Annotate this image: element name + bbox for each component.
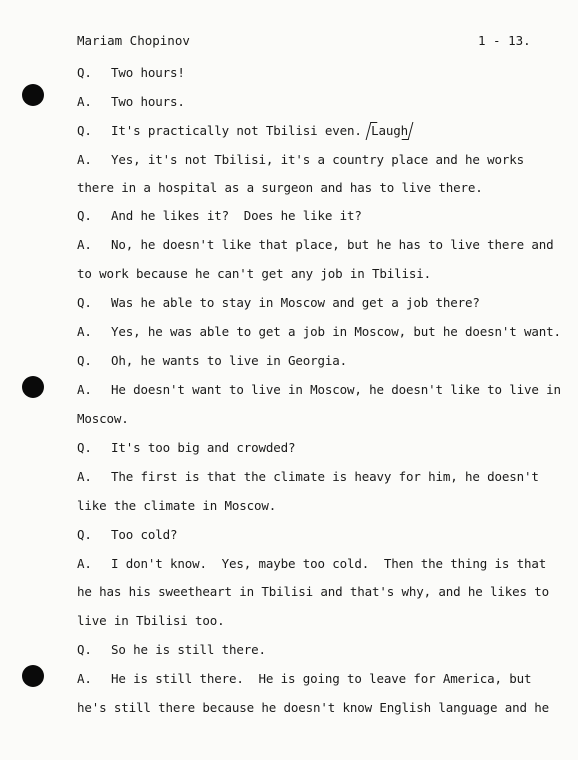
line-text: he has his sweetheart in Tbilisi and that's why, and he likes to <box>77 584 550 599</box>
punch-hole <box>22 665 44 687</box>
transcript-line <box>77 613 225 628</box>
line-text: Was he able to stay in Moscow and get a job there? <box>111 295 480 310</box>
line-text: Two hours. <box>111 94 185 109</box>
line-text: there in a hospital as a surgeon and has to live there. <box>77 180 483 195</box>
transcript-line <box>77 671 531 686</box>
line-text: Moscow. <box>77 411 129 426</box>
line-text: Yes, it's not Tbilisi, it's a country place and he works <box>111 152 525 167</box>
line-text: So he is still there. <box>111 642 266 657</box>
line-text: like the climate in Moscow. <box>77 498 277 513</box>
speaker-label: A. <box>77 469 92 484</box>
transcript-line <box>77 382 561 397</box>
line-text: Oh, he wants to live in Georgia. <box>111 353 348 368</box>
speaker-label: Q. <box>77 123 92 138</box>
punch-hole <box>22 376 44 398</box>
transcript-line <box>77 123 410 138</box>
transcript-line <box>77 440 295 455</box>
transcript-line <box>77 556 546 571</box>
interviewee-name: Mariam Chopinov <box>77 33 190 48</box>
line-text: live in Tbilisi too. <box>77 613 225 628</box>
line-text: Yes, he was able to get a job in Moscow, but he doesn't want. <box>111 324 561 339</box>
speaker-label: A. <box>77 152 92 167</box>
transcript-line <box>77 65 185 80</box>
speaker-label: A. <box>77 94 92 109</box>
line-text: And he likes it? Does he like it? <box>111 208 362 223</box>
speaker-label: A. <box>77 237 92 252</box>
punch-hole <box>22 84 44 106</box>
speaker-label: A. <box>77 324 92 339</box>
speaker-label: Q. <box>77 208 92 223</box>
line-text: I don't know. Yes, maybe too cold. Then the thing is that <box>111 556 547 571</box>
line-text: Too cold? <box>111 527 178 542</box>
line-text: No, he doesn't like that place, but he has to live there and <box>111 237 554 252</box>
speaker-label: Q. <box>77 642 92 657</box>
speaker-label: A. <box>77 671 92 686</box>
transcript-line <box>77 527 177 542</box>
line-text: he's still there because he doesn't know English language and he <box>77 700 550 715</box>
line-text: He is still there. He is going to leave for America, but <box>111 671 532 686</box>
line-text: to work because he can't get any job in Tbilisi. <box>77 266 432 281</box>
speaker-label: Q. <box>77 440 92 455</box>
transcript-line <box>77 237 554 252</box>
transcript-line <box>77 180 483 195</box>
page-number: 1 - 13. <box>478 33 531 48</box>
line-text: It's practically not Tbilisi even. <box>111 123 362 138</box>
transcript-line <box>77 498 276 513</box>
speaker-label: Q. <box>77 353 92 368</box>
speaker-label: Q. <box>77 65 92 80</box>
line-text: The first is that the climate is heavy for him, he doesn't <box>111 469 539 484</box>
transcript-line <box>77 353 347 368</box>
transcript-line <box>77 295 480 310</box>
line-text: Two hours! <box>111 65 185 80</box>
transcript-line <box>77 700 549 715</box>
transcript-line <box>77 208 362 223</box>
transcript-line <box>77 94 185 109</box>
transcript-line <box>77 469 539 484</box>
speaker-label: A. <box>77 556 92 571</box>
transcript-line <box>77 584 549 599</box>
speaker-label: A. <box>77 382 92 397</box>
transcript-line <box>77 324 561 339</box>
line-text: He doesn't want to live in Moscow, he doesn't like to live in <box>111 382 561 397</box>
transcript-line <box>77 266 431 281</box>
speaker-label: Q. <box>77 295 92 310</box>
line-text: It's too big and crowded? <box>111 440 296 455</box>
stage-direction: Laugh <box>371 123 409 138</box>
transcript-line <box>77 152 524 167</box>
transcript-line <box>77 411 129 426</box>
transcript-line <box>77 642 266 657</box>
speaker-label: Q. <box>77 527 92 542</box>
